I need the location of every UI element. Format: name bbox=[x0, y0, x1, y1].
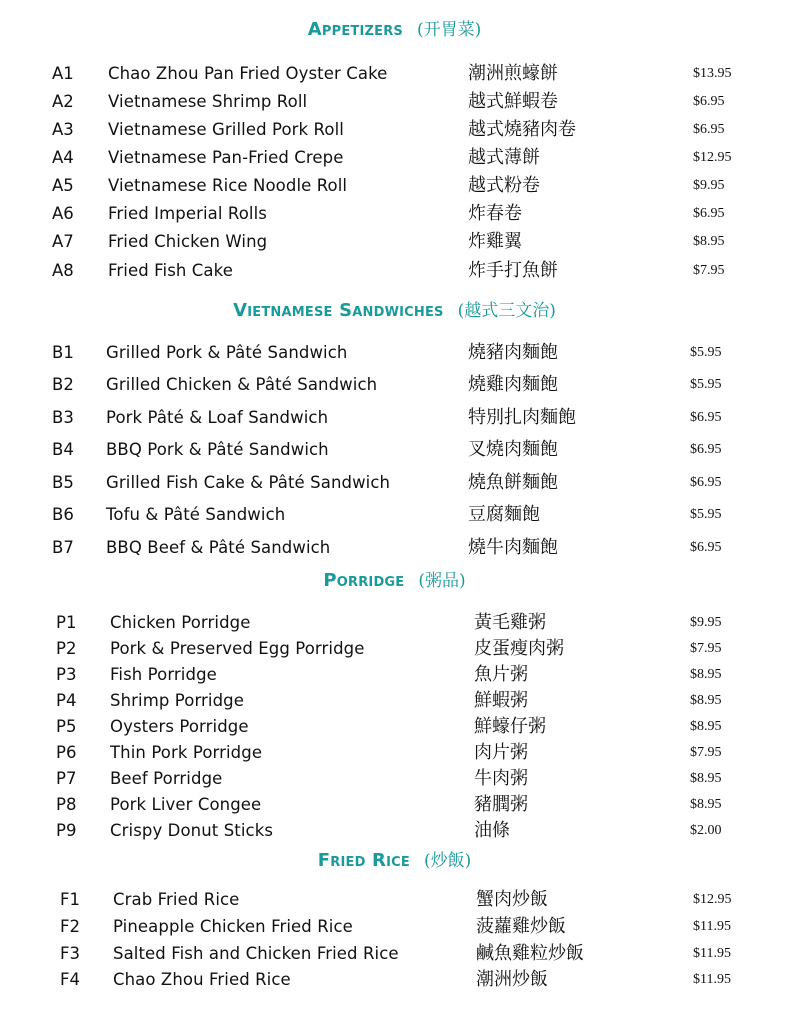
item-price: $8.95 bbox=[690, 797, 722, 812]
item-name-chinese: 炸春卷 bbox=[468, 203, 522, 224]
item-name-chinese: 鹹魚雞粒炒飯 bbox=[476, 943, 584, 964]
menu-item bbox=[0, 535, 789, 561]
section-title: Porridge bbox=[323, 570, 405, 591]
item-code: P4 bbox=[56, 691, 77, 710]
menu-item bbox=[0, 229, 789, 255]
item-price: $6.95 bbox=[693, 122, 725, 137]
item-name-chinese: 魚片粥 bbox=[474, 664, 528, 685]
item-code: B5 bbox=[52, 473, 74, 492]
section-heading bbox=[0, 17, 789, 43]
item-name: Crab Fried Rice bbox=[113, 890, 240, 909]
item-name: Vietnamese Pan-Fried Crepe bbox=[108, 148, 344, 167]
item-name-chinese: 鮮蠔仔粥 bbox=[474, 716, 546, 737]
item-name: Vietnamese Shrimp Roll bbox=[108, 92, 308, 111]
item-code: P5 bbox=[56, 717, 77, 736]
section-title-chinese: (开胃菜) bbox=[417, 20, 482, 40]
section-title: Vietnamese Sandwiches bbox=[233, 300, 444, 321]
item-name: Fried Chicken Wing bbox=[108, 232, 268, 251]
menu-item bbox=[0, 688, 789, 714]
menu-item bbox=[0, 941, 789, 967]
menu-item bbox=[0, 437, 789, 463]
item-code: B1 bbox=[52, 343, 74, 362]
item-name-chinese: 特別扎肉麵飽 bbox=[468, 407, 576, 428]
item-code: P9 bbox=[56, 821, 77, 840]
item-code: A6 bbox=[52, 204, 74, 223]
item-name-chinese: 皮蛋瘦肉粥 bbox=[474, 638, 564, 659]
section-title-chinese: (越式三文治) bbox=[457, 301, 556, 321]
menu-item bbox=[0, 914, 789, 940]
menu-item bbox=[0, 502, 789, 528]
item-code: B6 bbox=[52, 505, 74, 524]
item-name-chinese: 燒魚餅麵飽 bbox=[468, 472, 558, 493]
menu-item bbox=[0, 470, 789, 496]
item-price: $6.95 bbox=[693, 94, 725, 109]
item-price: $9.95 bbox=[690, 615, 722, 630]
item-name-chinese: 越式鮮蝦卷 bbox=[468, 91, 558, 112]
menu-item bbox=[0, 145, 789, 171]
item-name: Fried Imperial Rolls bbox=[108, 204, 267, 223]
item-name: Chicken Porridge bbox=[110, 613, 251, 632]
item-price: $6.95 bbox=[690, 540, 722, 555]
item-name: Beef Porridge bbox=[110, 769, 223, 788]
item-name-chinese: 牛肉粥 bbox=[474, 768, 528, 789]
item-name-chinese: 鮮蝦粥 bbox=[474, 690, 528, 711]
section-heading bbox=[0, 848, 789, 874]
item-name-chinese: 叉燒肉麵飽 bbox=[468, 439, 558, 460]
menu-item bbox=[0, 340, 789, 366]
item-code: A5 bbox=[52, 176, 74, 195]
item-code: P6 bbox=[56, 743, 77, 762]
item-price: $9.95 bbox=[693, 178, 725, 193]
section-heading bbox=[0, 298, 789, 324]
item-price: $11.95 bbox=[693, 919, 731, 934]
menu-item bbox=[0, 173, 789, 199]
item-name-chinese: 炸手打魚餅 bbox=[468, 260, 558, 281]
item-price: $7.95 bbox=[690, 641, 722, 656]
item-name: Pork Liver Congee bbox=[110, 795, 262, 814]
item-code: A7 bbox=[52, 232, 74, 251]
menu-item bbox=[0, 967, 789, 993]
item-code: F2 bbox=[60, 917, 80, 936]
menu-item bbox=[0, 662, 789, 688]
item-price: $6.95 bbox=[690, 410, 722, 425]
item-name: Fish Porridge bbox=[110, 665, 217, 684]
item-name-chinese: 越式燒豬肉卷 bbox=[468, 119, 576, 140]
item-name: Grilled Fish Cake & Pâté Sandwich bbox=[106, 473, 391, 492]
item-price: $12.95 bbox=[693, 892, 732, 907]
item-name: Thin Pork Porridge bbox=[110, 743, 263, 762]
item-price: $8.95 bbox=[693, 234, 725, 249]
item-name: Tofu & Pâté Sandwich bbox=[106, 505, 286, 524]
item-code: B4 bbox=[52, 440, 74, 459]
item-name-chinese: 豬膶粥 bbox=[474, 794, 528, 815]
item-name-chinese: 潮洲炒飯 bbox=[476, 969, 548, 990]
item-price: $2.00 bbox=[690, 823, 722, 838]
item-name-chinese: 潮洲煎蠔餅 bbox=[468, 63, 558, 84]
menu-item bbox=[0, 117, 789, 143]
item-code: F4 bbox=[60, 970, 80, 989]
item-name-chinese: 豆腐麵飽 bbox=[468, 504, 540, 525]
item-name: Vietnamese Grilled Pork Roll bbox=[108, 120, 344, 139]
item-name: Salted Fish and Chicken Fried Rice bbox=[113, 944, 399, 963]
item-price: $7.95 bbox=[690, 745, 722, 760]
menu-item bbox=[0, 61, 789, 87]
item-price: $7.95 bbox=[693, 263, 725, 278]
item-name: Oysters Porridge bbox=[110, 717, 249, 736]
menu-item bbox=[0, 740, 789, 766]
menu-item bbox=[0, 818, 789, 844]
item-code: A1 bbox=[52, 64, 74, 83]
item-price: $8.95 bbox=[690, 719, 722, 734]
item-name: Pork Pâté & Loaf Sandwich bbox=[106, 408, 329, 427]
item-price: $5.95 bbox=[690, 507, 722, 522]
section-title-chinese: (粥品) bbox=[418, 571, 466, 591]
menu-item bbox=[0, 610, 789, 636]
item-name-chinese: 燒豬肉麵飽 bbox=[468, 342, 558, 363]
item-price: $8.95 bbox=[690, 667, 722, 682]
item-name-chinese: 蟹肉炒飯 bbox=[476, 889, 548, 910]
item-price: $11.95 bbox=[693, 972, 731, 987]
item-price: $6.95 bbox=[693, 206, 725, 221]
item-name-chinese: 燒牛肉麵飽 bbox=[468, 537, 558, 558]
menu-item bbox=[0, 258, 789, 284]
menu-item bbox=[0, 792, 789, 818]
item-code: B7 bbox=[52, 538, 74, 557]
menu-item bbox=[0, 636, 789, 662]
item-price: $11.95 bbox=[693, 946, 731, 961]
item-code: P7 bbox=[56, 769, 77, 788]
item-price: $12.95 bbox=[693, 150, 732, 165]
item-name-chinese: 越式薄餅 bbox=[468, 147, 540, 168]
item-name: Grilled Pork & Pâté Sandwich bbox=[106, 343, 348, 362]
item-code: A3 bbox=[52, 120, 74, 139]
item-code: F1 bbox=[60, 890, 80, 909]
item-name: Vietnamese Rice Noodle Roll bbox=[108, 176, 348, 195]
item-price: $13.95 bbox=[693, 66, 732, 81]
item-name: BBQ Beef & Pâté Sandwich bbox=[106, 538, 331, 557]
item-name: Crispy Donut Sticks bbox=[110, 821, 274, 840]
item-code: P1 bbox=[56, 613, 77, 632]
item-code: P2 bbox=[56, 639, 77, 658]
menu-item bbox=[0, 766, 789, 792]
item-name-chinese: 油條 bbox=[474, 820, 510, 841]
item-name: Fried Fish Cake bbox=[108, 261, 233, 280]
item-name-chinese: 炸雞翼 bbox=[468, 231, 522, 252]
item-price: $8.95 bbox=[690, 771, 722, 786]
item-code: F3 bbox=[60, 944, 80, 963]
section-title-chinese: (炒飯) bbox=[423, 851, 472, 871]
item-code: B3 bbox=[52, 408, 74, 427]
item-code: P8 bbox=[56, 795, 77, 814]
item-name: Pineapple Chicken Fried Rice bbox=[113, 917, 353, 936]
menu-item bbox=[0, 714, 789, 740]
item-name: Shrimp Porridge bbox=[110, 691, 245, 710]
menu-item bbox=[0, 887, 789, 913]
item-code: B2 bbox=[52, 375, 74, 394]
item-code: A8 bbox=[52, 261, 74, 280]
item-price: $6.95 bbox=[690, 475, 722, 490]
item-name-chinese: 黃毛雞粥 bbox=[474, 612, 546, 633]
menu-item bbox=[0, 372, 789, 398]
item-name: Pork & Preserved Egg Porridge bbox=[110, 639, 365, 658]
section-title: Fried Rice bbox=[317, 850, 410, 871]
item-code: A2 bbox=[52, 92, 74, 111]
item-name-chinese: 肉片粥 bbox=[474, 742, 528, 763]
section-heading bbox=[0, 568, 789, 594]
menu-item bbox=[0, 405, 789, 431]
item-price: $6.95 bbox=[690, 442, 722, 457]
menu-item bbox=[0, 89, 789, 115]
item-name: Chao Zhou Pan Fried Oyster Cake bbox=[108, 64, 388, 83]
item-name-chinese: 菠蘿雞炒飯 bbox=[476, 916, 566, 937]
item-name-chinese: 越式粉卷 bbox=[468, 175, 540, 196]
section-title: Appetizers bbox=[307, 19, 403, 40]
item-price: $5.95 bbox=[690, 345, 722, 360]
item-name: Grilled Chicken & Pâté Sandwich bbox=[106, 375, 378, 394]
item-name-chinese: 燒雞肉麵飽 bbox=[468, 374, 558, 395]
menu-item bbox=[0, 201, 789, 227]
item-name: Chao Zhou Fried Rice bbox=[113, 970, 291, 989]
item-code: P3 bbox=[56, 665, 77, 684]
item-price: $8.95 bbox=[690, 693, 722, 708]
item-code: A4 bbox=[52, 148, 74, 167]
item-price: $5.95 bbox=[690, 377, 722, 392]
item-name: BBQ Pork & Pâté Sandwich bbox=[106, 440, 329, 459]
